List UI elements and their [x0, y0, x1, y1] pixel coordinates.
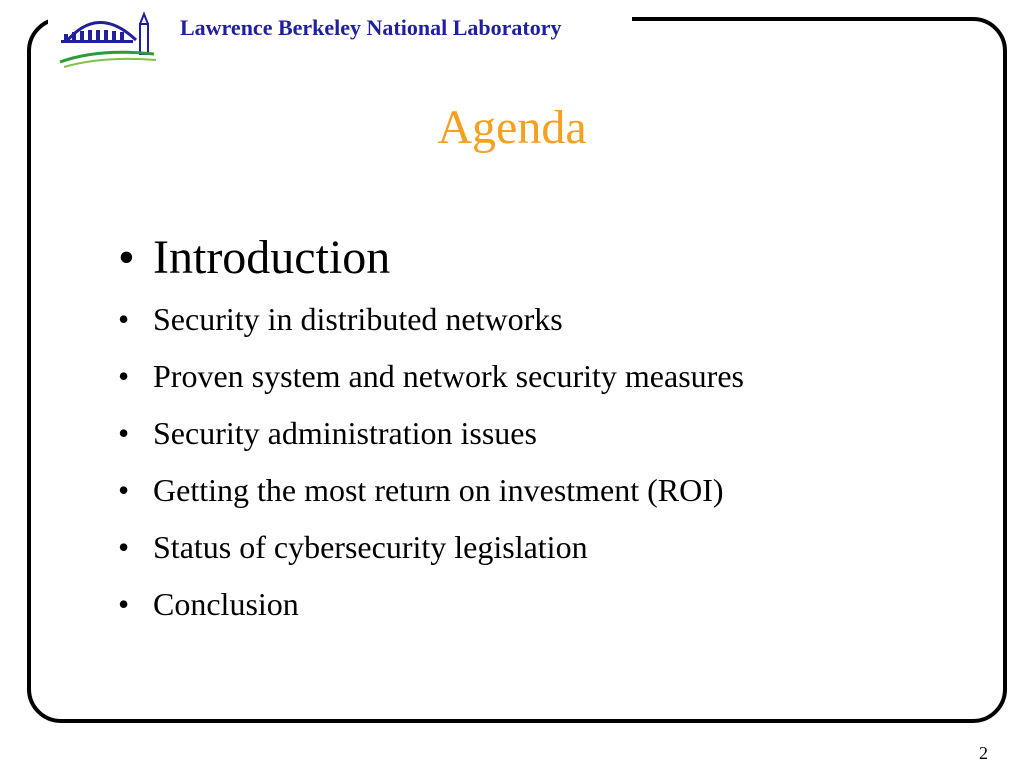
slide-title: Agenda: [437, 101, 587, 154]
bullet-icon: •: [118, 301, 130, 337]
bullet-icon: •: [118, 586, 130, 622]
organization-name: Lawrence Berkeley National Laboratory: [180, 15, 562, 40]
list-item-text: Getting the most return on investment (ROI): [153, 472, 724, 508]
bullet-icon: •: [118, 231, 135, 284]
list-item-text: Status of cybersecurity legislation: [153, 529, 588, 565]
list-item: [118, 405, 744, 462]
list-item: [118, 225, 744, 291]
list-item: [118, 519, 744, 576]
bullet-icon: •: [118, 415, 130, 451]
bullet-icon: •: [118, 358, 130, 394]
bullet-icon: •: [118, 529, 130, 565]
bullet-icon: •: [118, 472, 130, 508]
list-item-text: Conclusion: [153, 586, 299, 622]
list-item: [118, 348, 744, 405]
list-item: [118, 462, 744, 519]
agenda-list: [118, 225, 744, 633]
lbnl-logo-icon: [58, 10, 168, 70]
list-item-text: Introduction: [153, 231, 391, 284]
list-item: [118, 576, 744, 633]
list-item-text: Proven system and network security measures: [153, 358, 744, 394]
list-item-text: Security in distributed networks: [153, 301, 563, 337]
list-item: [118, 291, 744, 348]
page-number: 2: [979, 743, 988, 763]
list-item-text: Security administration issues: [153, 415, 537, 451]
